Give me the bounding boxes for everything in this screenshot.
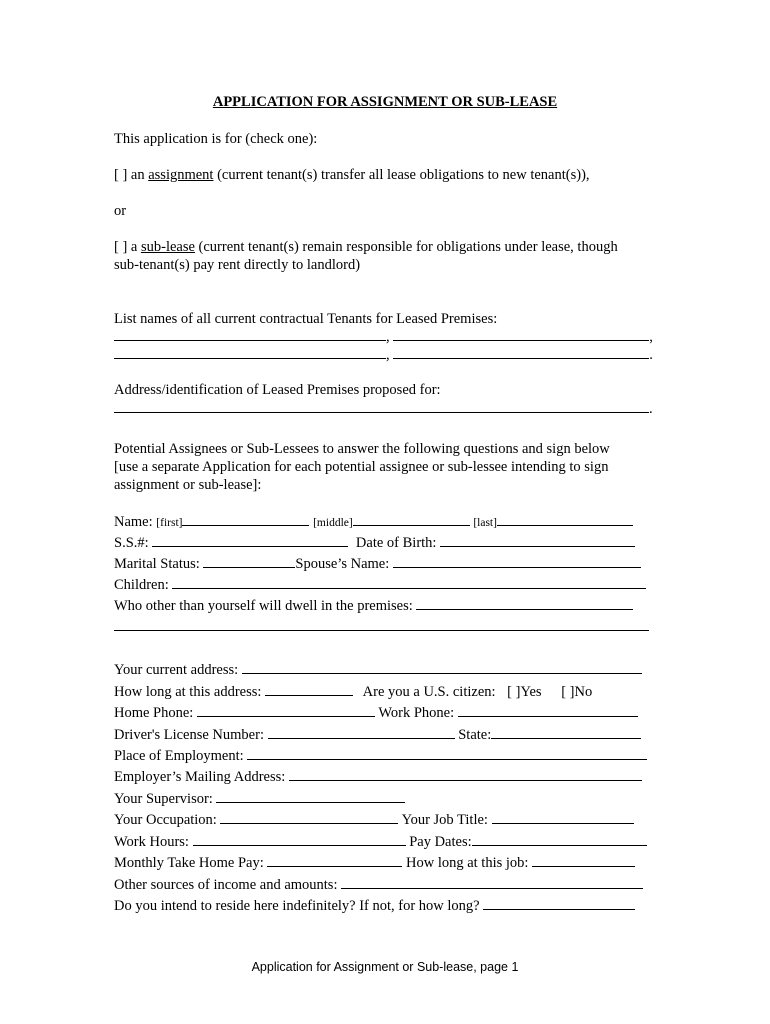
license-row [114, 725, 641, 744]
how-long-job-field[interactable] [532, 853, 635, 867]
employment-field[interactable] [247, 746, 647, 760]
premises-row: . [114, 399, 653, 418]
children-row [114, 575, 646, 594]
first-label: [first] [156, 517, 183, 529]
instructions-line-3: assignment or sub-lease]: [114, 477, 262, 493]
document-title: APPLICATION FOR ASSIGNMENT OR SUB-LEASE [212, 94, 558, 110]
assignment-checkbox[interactable]: [ ] an [114, 167, 149, 183]
license-field[interactable] [268, 725, 455, 739]
marital-label: Marital Status: [114, 556, 200, 572]
reside-label: Do you intend to reside here indefinitely? If not, for how long? [114, 898, 480, 914]
reside-row [114, 896, 635, 915]
tenant-name-field-4[interactable] [393, 345, 649, 359]
pay-dates-field[interactable] [472, 832, 647, 846]
supervisor-field[interactable] [216, 789, 405, 803]
other-income-row [114, 875, 643, 894]
current-address-label: Your current address: [114, 662, 239, 678]
how-long-address-field[interactable] [265, 682, 353, 696]
assignment-keyword: assignment [148, 167, 214, 183]
first-name-field[interactable] [182, 512, 309, 526]
occupation-row [114, 810, 634, 829]
dwellers-field[interactable] [416, 596, 633, 610]
citizen-yes-checkbox[interactable]: [ ]Yes [507, 684, 542, 700]
dwellers-field-2[interactable] [114, 617, 649, 631]
sublease-keyword: sub-lease [140, 239, 195, 255]
dwellers-row-2 [114, 617, 649, 636]
premises-label: Address/identification of Leased Premises proposed for: [114, 382, 441, 398]
current-address-field[interactable] [242, 660, 642, 674]
tenants-row-2: , . [114, 345, 653, 364]
pay-dates-label: Pay Dates: [409, 834, 472, 850]
work-hours-label: Work Hours: [114, 834, 189, 850]
spouse-field[interactable] [393, 554, 641, 568]
children-label: Children: [114, 577, 169, 593]
other-income-label: Other sources of income and amounts: [114, 877, 338, 893]
dwellers-row [114, 596, 633, 615]
how-long-address-row [114, 682, 592, 701]
state-field[interactable] [491, 725, 641, 739]
instructions-line-1: Potential Assignees or Sub-Lessees to answer the following questions and sign below [114, 441, 610, 457]
take-home-label: Monthly Take Home Pay: [114, 855, 264, 871]
tenants-row-1: , , [114, 327, 653, 346]
name-row [114, 512, 633, 532]
dob-field[interactable] [440, 533, 635, 547]
state-label: State: [458, 727, 492, 743]
page-footer: Application for Assignment or Sub-lease, page 1 [251, 960, 519, 974]
tenant-name-field-3[interactable] [114, 345, 386, 359]
supervisor-label: Your Supervisor: [114, 791, 213, 807]
spouse-label: Spouse’s Name: [295, 556, 390, 572]
employment-row [114, 746, 647, 765]
premises-field[interactable] [114, 399, 649, 413]
sublease-description: (current tenant(s) remain responsible for obligations under lease, though [194, 239, 618, 255]
occupation-field[interactable] [220, 810, 398, 824]
employer-address-row [114, 767, 642, 786]
last-name-field[interactable] [497, 512, 633, 526]
work-hours-row [114, 832, 647, 851]
citizen-no-checkbox[interactable]: [ ]No [561, 684, 593, 700]
employment-label: Place of Employment: [114, 748, 244, 764]
middle-name-field[interactable] [353, 512, 470, 526]
marital-field[interactable] [203, 554, 295, 568]
occupation-label: Your Occupation: [114, 812, 217, 828]
employer-address-label: Employer’s Mailing Address: [114, 769, 286, 785]
job-title-field[interactable] [492, 810, 634, 824]
take-home-field[interactable] [267, 853, 402, 867]
license-label: Driver's License Number: [114, 727, 264, 743]
tenant-name-field-2[interactable] [393, 327, 649, 341]
current-address-row [114, 660, 642, 679]
sublease-option[interactable] [114, 238, 618, 256]
sublease-description-cont: sub-tenant(s) pay rent directly to landlord) [114, 257, 361, 273]
marital-row [114, 554, 641, 573]
dob-label: Date of Birth: [355, 535, 437, 551]
job-title-label: Your Job Title: [401, 812, 488, 828]
ssn-field[interactable] [152, 533, 348, 547]
ssn-label: S.S.#: [114, 535, 149, 551]
how-long-job-label: How long at this job: [406, 855, 529, 871]
dwellers-label: Who other than yourself will dwell in the premises: [114, 598, 413, 614]
or-text: or [114, 203, 127, 219]
other-income-field[interactable] [341, 875, 643, 889]
supervisor-row [114, 789, 405, 808]
work-phone-label: Work Phone: [378, 705, 455, 721]
intro-text: This application is for (check one): [114, 131, 318, 147]
take-home-row [114, 853, 635, 872]
work-phone-field[interactable] [458, 703, 638, 717]
middle-label: [middle] [313, 517, 353, 529]
tenant-name-field-1[interactable] [114, 327, 386, 341]
citizen-label: Are you a U.S. citizen: [362, 684, 496, 700]
employer-address-field[interactable] [289, 767, 642, 781]
home-phone-field[interactable] [197, 703, 375, 717]
sublease-checkbox[interactable]: [ ] a [114, 239, 141, 255]
children-field[interactable] [172, 575, 646, 589]
how-long-address-label: How long at this address: [114, 684, 262, 700]
tenants-label: List names of all current contractual Tenants for Leased Premises: [114, 311, 498, 327]
assignment-description: (current tenant(s) transfer all lease obligations to new tenant(s)), [213, 167, 590, 183]
assignment-option[interactable] [114, 166, 590, 184]
instructions-line-2: [use a separate Application for each potential assignee or sub-lessee intending to sign [114, 459, 609, 475]
phone-row [114, 703, 638, 722]
reside-field[interactable] [483, 896, 635, 910]
name-label: Name: [114, 514, 153, 530]
home-phone-label: Home Phone: [114, 705, 194, 721]
ssn-row [114, 533, 635, 552]
work-hours-field[interactable] [193, 832, 406, 846]
last-label: [last] [473, 517, 497, 529]
